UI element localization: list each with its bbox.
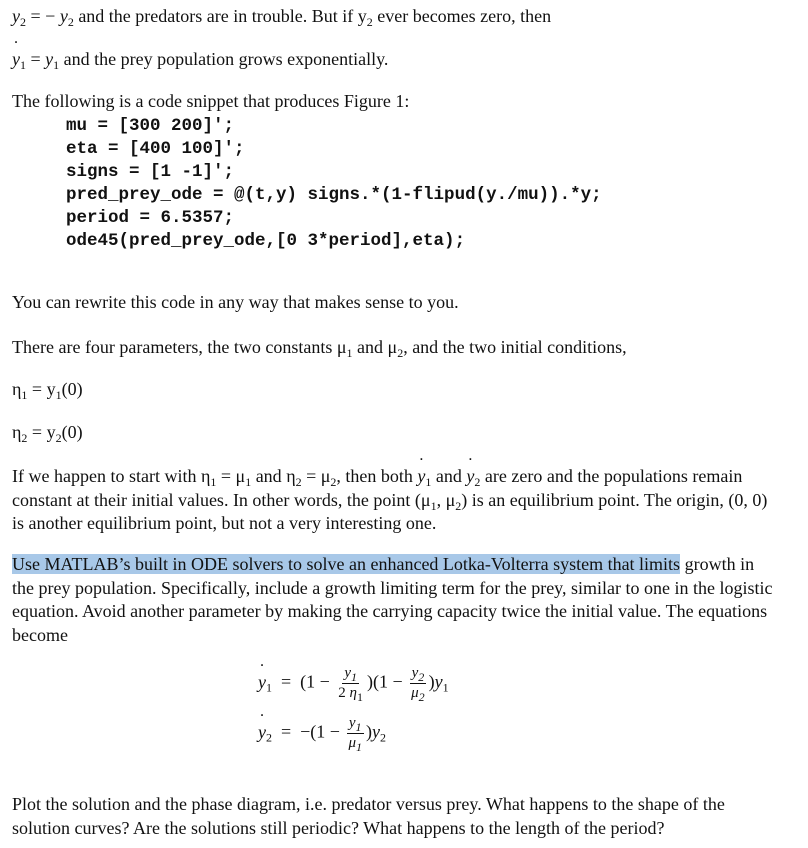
code-line: eta = [400 100]';	[66, 139, 245, 159]
intro-line-2: ˙ $y_1 = y_1$ and the prey population grows exponentially.	[12, 49, 388, 70]
equation-y1: ˙ $y_1 = (1$ − $\frac{y_1}{2 \eta_1}$ )(1 − $\frac{y_2}{\mu_2}$ )$y_1$	[258, 666, 449, 701]
rewrite-note: You can rewrite this code in any way that makes sense to you.	[12, 292, 459, 312]
y2-dot-symbol: ˙ y	[12, 6, 20, 27]
initial-condition-2: $\eta_2 = y_2(0)$	[12, 422, 83, 445]
intro-line-2-text: and the prey population grows exponentially.	[59, 49, 389, 69]
code-line: period = 6.5357;	[66, 208, 235, 228]
parameters-text: There are four parameters, the two constants $\mu_1$ and $\mu_2$, and the two initial conditions,	[12, 337, 627, 360]
equation-y2: ˙ $y_2 = -(1$ − $\frac{y_1}{\mu_1}$ )$y_2$	[258, 716, 386, 751]
task-paragraph: Use MATLAB’s built in ODE solvers to solve an enhanced Lotka-Volterra system that limits growth in the prey population. Specifically, include a growth limiting term for the prey, similar to one in the logistic equation. Avoid another parameter by making the carrying capacity twice the initial value. The equations become	[12, 554, 773, 645]
code-line: ode45(pred_prey_ode,[0 3*period],eta);	[66, 231, 466, 251]
code-intro: The following is a code snippet that produces Figure 1:	[12, 91, 410, 111]
code-line: mu = [300 200]';	[66, 116, 235, 136]
highlighted-selection[interactable]: Use MATLAB’s built in ODE solvers to solve an enhanced Lotka-Volterra system that limits	[12, 554, 681, 574]
equilibrium-paragraph: If we happen to start with $\eta_1 = \mu_1$ and $\eta_2 = \mu_2$, then both ˙ $y_1$ and ˙ $y_2$ are zero and the populations remain constant at their initial values. In other words, the point ($\mu_1$, $\mu_2$) is an equilibrium point. The origin, (0, 0) is another equilibrium point, but not a very interesting one.	[12, 465, 780, 536]
code-line: signs = [1 -1]';	[66, 162, 235, 182]
question-paragraph: Plot the solution and the phase diagram, i.e. predator versus prey. What happens to the shape of the solution curves? Are the solutions still periodic? What happens to the length of the period?	[12, 794, 725, 838]
initial-condition-1: $\eta_1 = y_1(0)$	[12, 379, 83, 402]
intro-line-1: ˙ $y_2$ = − $y_2$ and the predators are in trouble. But if $y_2$ ever becomes zero, then	[12, 6, 551, 27]
intro-line-1-text: and the predators are in trouble. But if y	[73, 6, 367, 26]
code-line: pred_prey_ode = @(t,y) signs.*(1-flipud(y./mu)).*y;	[66, 185, 602, 205]
